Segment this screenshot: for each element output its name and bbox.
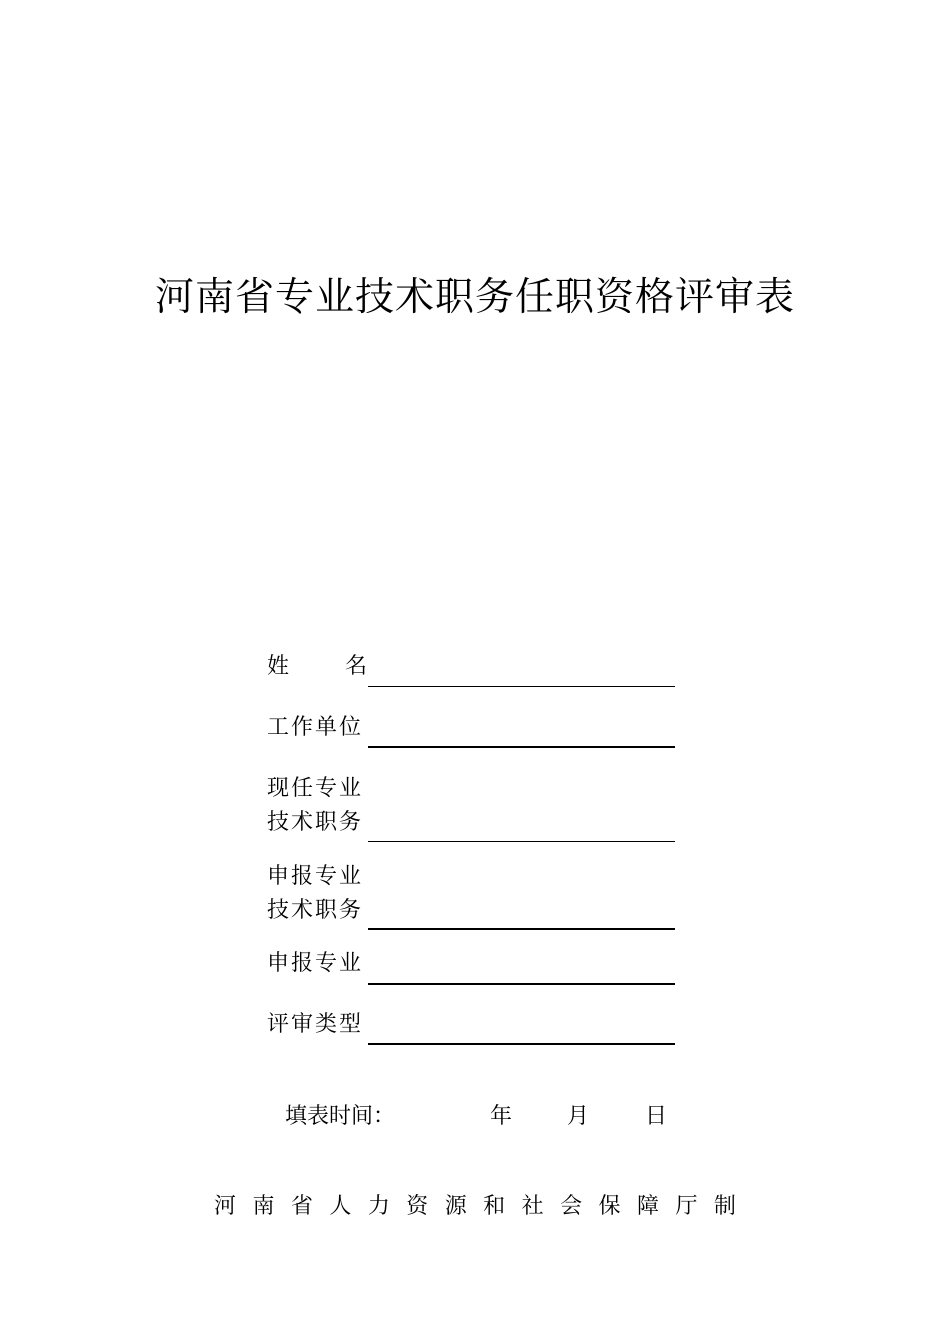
applied-title-field-line[interactable] — [368, 928, 675, 930]
issuer-char: 力 — [367, 1194, 390, 1219]
name-label-char-1: 姓 — [267, 654, 290, 679]
issuer-char: 资 — [406, 1194, 429, 1219]
applied-title-label-line-1: 申报专业 — [267, 864, 364, 889]
review-type-field-line[interactable] — [368, 1043, 675, 1045]
issuer-char: 南 — [252, 1194, 275, 1219]
current-title-label-line-1: 现任专业 — [267, 776, 364, 801]
issuer-char: 和 — [483, 1194, 506, 1219]
current-title-field-line[interactable] — [368, 841, 675, 842]
issuer-char: 社 — [521, 1194, 544, 1219]
name-label-char-2: 名 — [344, 654, 367, 679]
work-unit-label: 工作单位 — [267, 715, 364, 740]
issuer-char: 制 — [713, 1194, 736, 1219]
issuer-char: 河 — [214, 1194, 237, 1219]
current-title-label — [267, 772, 369, 840]
name-field-line[interactable] — [368, 686, 675, 687]
page-title: 河南省专业技术职务任职资格评审表 — [154, 275, 795, 320]
issuer-footer — [214, 1190, 736, 1224]
issuer-char: 障 — [636, 1194, 659, 1219]
fill-date-day: 日 — [645, 1104, 668, 1129]
fill-date-month: 月 — [567, 1104, 590, 1129]
issuer-char: 厅 — [675, 1194, 698, 1219]
applied-major-field-line[interactable] — [368, 983, 675, 985]
review-type-label: 评审类型 — [267, 1012, 364, 1037]
applied-title-label-line-2: 技术职务 — [267, 898, 364, 923]
current-title-label-line-2: 技术职务 — [267, 810, 364, 835]
issuer-char: 省 — [290, 1194, 313, 1219]
applied-major-label: 申报专业 — [267, 951, 364, 976]
fill-date-label: 填表时间： — [285, 1104, 396, 1129]
issuer-char: 会 — [560, 1194, 583, 1219]
issuer-char: 保 — [598, 1194, 621, 1219]
issuer-char: 人 — [329, 1194, 352, 1219]
work-unit-field-line[interactable] — [368, 746, 675, 748]
issuer-char: 源 — [444, 1194, 467, 1219]
name-label — [267, 650, 369, 684]
applied-title-label — [267, 860, 369, 928]
fill-date-row — [0, 1100, 950, 1134]
fill-date-year: 年 — [490, 1104, 513, 1129]
